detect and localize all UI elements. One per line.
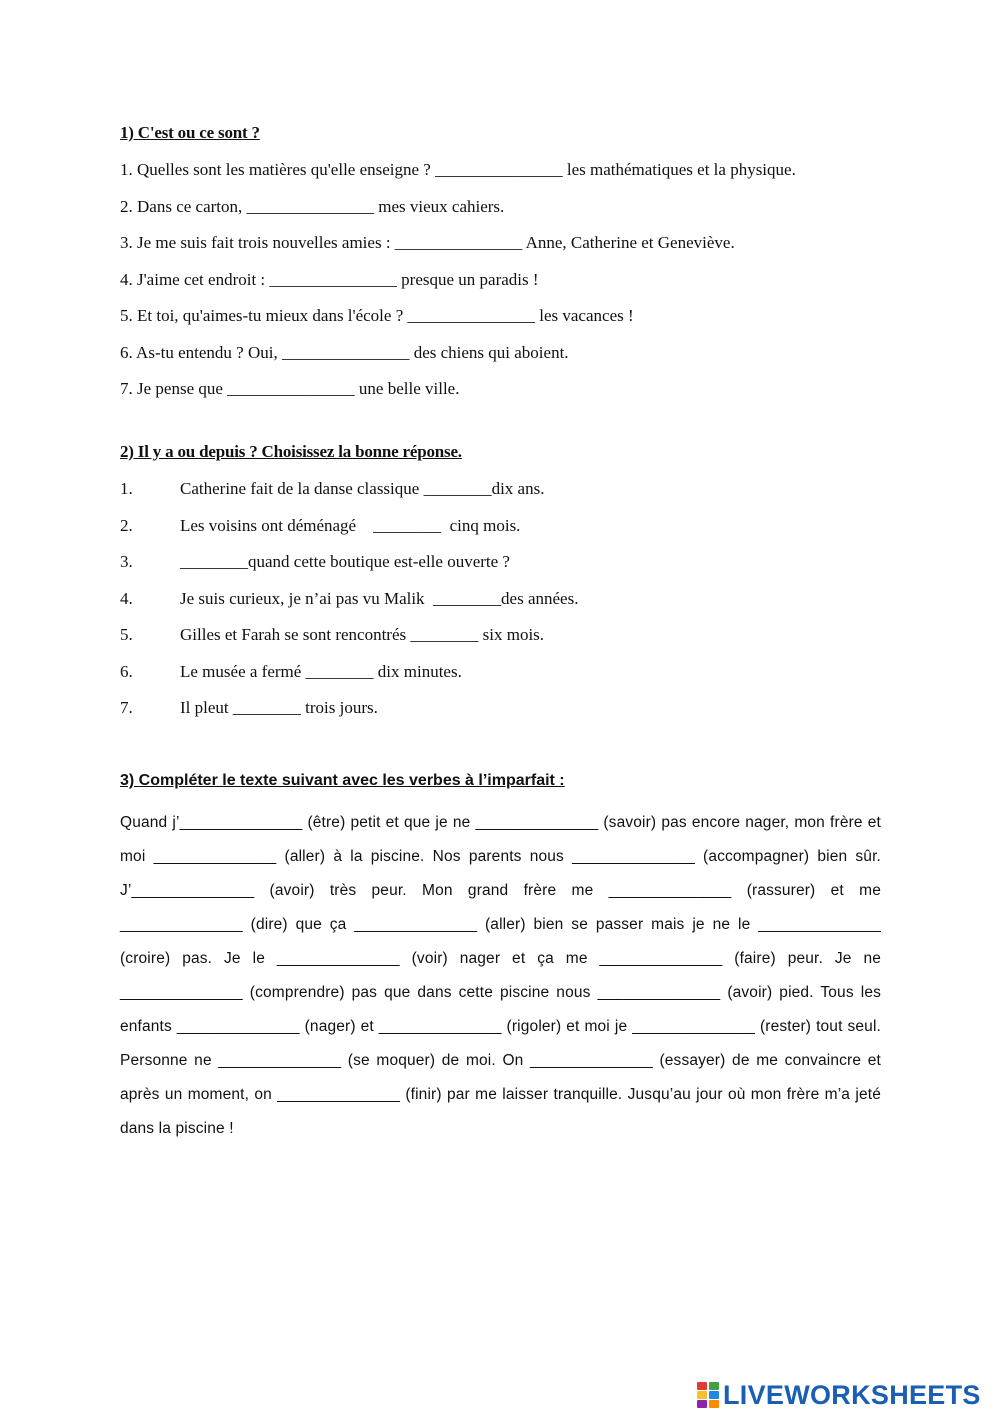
logo-square: [709, 1391, 719, 1399]
section3-heading: 3) Compléter le texte suivant avec les verbes à l’imparfait :: [120, 772, 565, 789]
section1-list: [120, 160, 796, 416]
list-item: 7. Je pense que _______________ une belle ville.: [120, 379, 460, 398]
item-number: 4.: [120, 588, 133, 608]
item-text: Il pleut ________ trois jours.: [180, 698, 378, 717]
list-item: [120, 662, 578, 699]
item-number: 3.: [120, 552, 133, 571]
item-text: Gilles et Farah se sont rencontrés ________ six mois.: [180, 625, 545, 644]
logo-square: [709, 1400, 719, 1408]
item-number: 7.: [120, 698, 133, 717]
section3-paragraph: Quand j’______________ (être) petit et que je ne ______________ (savoir) pas encore nager, mon frère et moi ______________ (aller) à la piscine. Nos parents nous ______________ (accompagner) bien sûr. J’______________ (avoir) très peur. Mon grand frère me ______________ (rassurer) et me ______________ (dire) que ça ______________ (aller) bien se passer mais je ne le ______________ (croire) pas. Je le ______________ (voir) nager et ça me ______________ (faire) peur. Je ne ______________ (comprendre) pas que dans cette piscine nous ______________ (avoir) pied. Tous les enfants ______________ (nager) et ______________ (rigoler) et moi je ______________ (rester) tout seul. Personne ne ______________ (se moquer) de moi. On ______________ (essayer) de me convaincre et après un moment, on ______________ (finir) par me laisser tranquille. Jusqu’au jour où mon frère m’a jeté dans la piscine !: [120, 814, 881, 1137]
logo-square: [697, 1382, 707, 1390]
item-text: Le musée a fermé ________ dix minutes.: [180, 661, 462, 681]
liveworksheets-logo-icon: [697, 1382, 719, 1408]
list-item: [120, 552, 578, 589]
logo-text: LIVEWORKSHEETS: [723, 1379, 981, 1410]
section2-heading: 2) Il y a ou depuis ? Choisissez la bonne réponse.: [120, 442, 462, 461]
list-item: 1. Quelles sont les matières qu'elle enseigne ? _______________ les mathématiques et la physique.: [120, 160, 796, 179]
list-item: [120, 698, 578, 735]
logo-square: [709, 1382, 719, 1390]
list-item: [120, 589, 578, 626]
item-number: 1.: [120, 479, 133, 498]
logo-square: [697, 1391, 707, 1399]
list-item: [120, 625, 578, 662]
list-item: 2. Dans ce carton, _______________ mes vieux cahiers.: [120, 196, 505, 216]
list-item: 5. Et toi, qu'aimes-tu mieux dans l'école ? _______________ les vacances !: [120, 306, 634, 325]
section1-heading: 1) C'est ou ce sont ?: [120, 123, 260, 142]
item-number: 2.: [120, 515, 133, 535]
item-number: 5.: [120, 625, 133, 644]
list-item: [120, 479, 578, 516]
item-number: 6.: [120, 661, 133, 681]
item-text: ________quand cette boutique est-elle ouverte ?: [180, 552, 510, 571]
list-item: 3. Je me suis fait trois nouvelles amies : _______________ Anne, Catherine et Geneviève.: [120, 233, 735, 252]
section2-list: [120, 479, 578, 735]
item-text: Je suis curieux, je n’ai pas vu Malik ________des années.: [180, 588, 579, 608]
liveworksheets-logo[interactable]: [697, 1377, 981, 1413]
list-item: 4. J'aime cet endroit : _______________ presque un paradis !: [120, 269, 539, 289]
list-item: [120, 516, 578, 553]
item-text: Les voisins ont déménagé ________ cinq mois.: [180, 515, 521, 535]
list-item: 6. As-tu entendu ? Oui, _______________ des chiens qui aboient.: [120, 342, 569, 362]
item-text: Catherine fait de la danse classique ________dix ans.: [180, 479, 545, 498]
logo-square: [697, 1400, 707, 1408]
